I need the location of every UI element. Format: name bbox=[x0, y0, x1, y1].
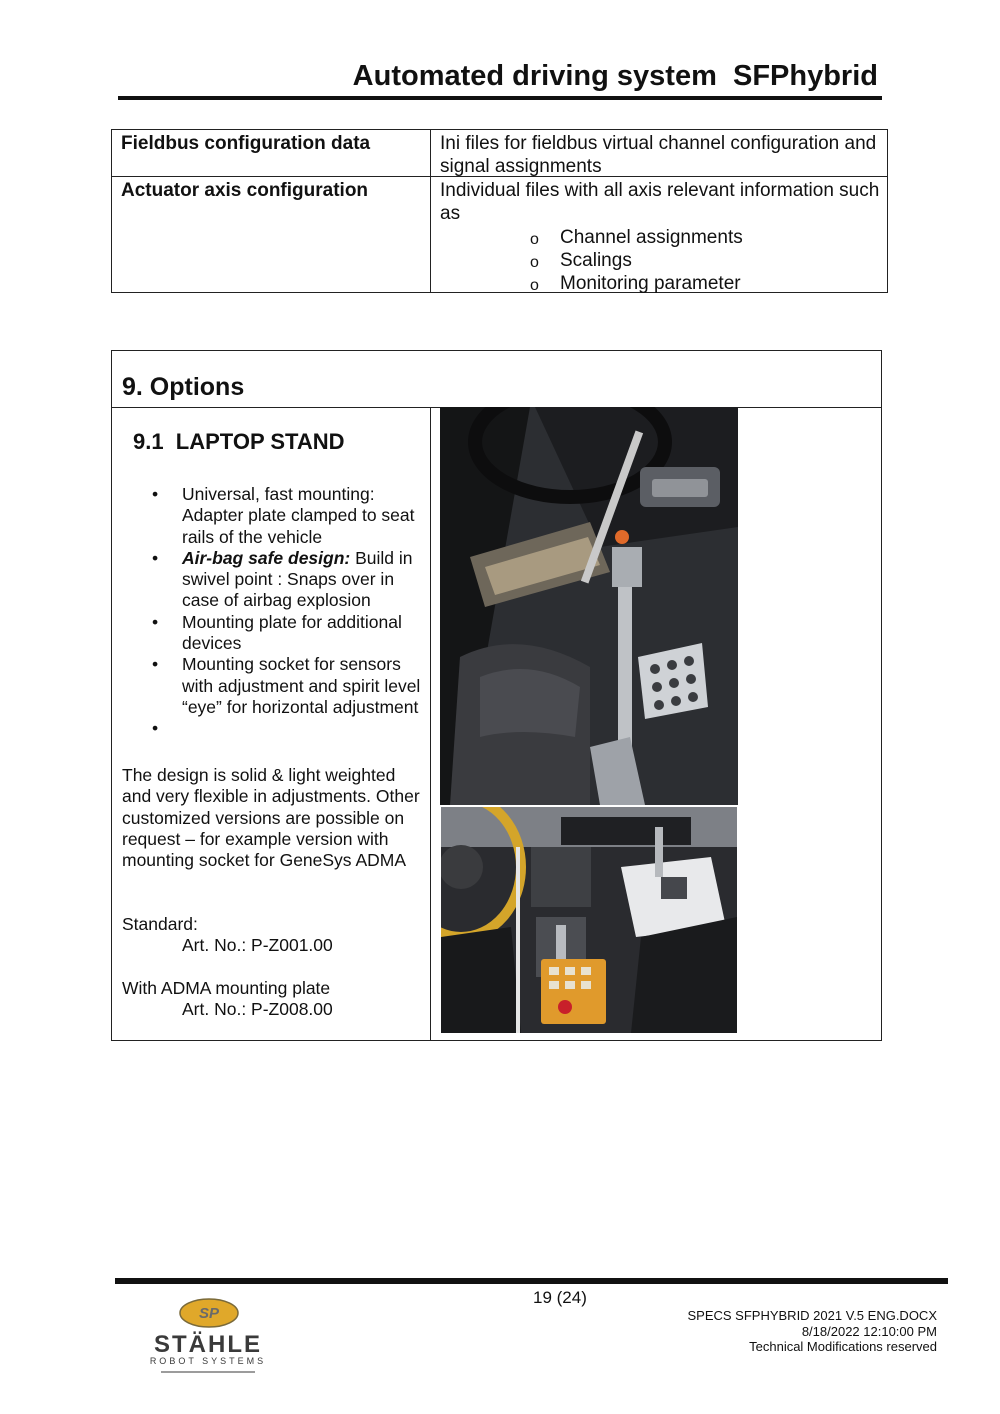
list-item: • Mounting socket for sensors with adjustment and spirit level “eye” for horizontal adjustment bbox=[152, 654, 421, 717]
circle-bullet: o bbox=[530, 254, 539, 271]
logo-tagline: ROBOT SYSTEMS bbox=[149, 1356, 267, 1366]
list-item: o Channel assignments bbox=[530, 226, 743, 249]
table-row-label: Actuator axis configuration bbox=[121, 180, 369, 201]
config-table bbox=[111, 129, 888, 293]
section-heading: 9. Options bbox=[122, 373, 245, 401]
circle-bullet: o bbox=[530, 231, 539, 248]
vehicle-interior-photo bbox=[441, 807, 737, 1033]
bullet: • bbox=[152, 718, 159, 739]
table-row-description: Individual files with all axis relevant information such as bbox=[440, 180, 880, 224]
axis-info-list bbox=[530, 226, 743, 295]
list-item: o Scalings bbox=[530, 249, 743, 272]
description-paragraph: The design is solid & light weighted and very flexible in adjustments. Other customized versions are possible on request – for example version with mounting socket for GeneSys ADMA bbox=[122, 765, 420, 871]
document-title: Automated driving system SFPhybrid bbox=[352, 60, 878, 92]
bullet: • bbox=[152, 654, 159, 675]
bullet: • bbox=[152, 611, 159, 632]
company-logo bbox=[135, 1298, 285, 1376]
page-number: 19 (24) bbox=[533, 1288, 587, 1307]
logo-name: STÄHLE bbox=[154, 1331, 262, 1358]
feature-list bbox=[122, 484, 422, 740]
logo-mark: SP bbox=[198, 1305, 220, 1322]
footer-datetime: 8/18/2022 12:10:00 PM bbox=[801, 1324, 937, 1339]
standard-article-number: Art. No.: P-Z001.00 bbox=[182, 935, 333, 955]
table-row-description: Ini files for fieldbus virtual channel configuration and signal assignments bbox=[440, 133, 877, 177]
table-row-label: Fieldbus configuration data bbox=[121, 133, 371, 154]
footer-filename: SPECS SFPHYBRID 2021 V.5 ENG.DOCX bbox=[687, 1308, 937, 1323]
bullet: • bbox=[152, 547, 159, 568]
footer-notice: Technical Modifications reserved bbox=[749, 1339, 937, 1354]
adma-label: With ADMA mounting plate bbox=[122, 978, 331, 998]
circle-bullet: o bbox=[530, 277, 539, 294]
laptop-stand-photo bbox=[440, 407, 738, 805]
list-item: • Universal, fast mounting: Adapter plate clamped to seat rails of the vehicle bbox=[152, 484, 415, 547]
subsection-heading: 9.1 LAPTOP STAND bbox=[133, 429, 345, 454]
adma-article-number: Art. No.: P-Z008.00 bbox=[182, 999, 333, 1019]
list-item: • Mounting plate for additional devices bbox=[152, 611, 402, 654]
table-divider-vertical bbox=[430, 130, 431, 292]
emphasis-text: Air-bag safe design: bbox=[182, 547, 351, 568]
list-item bbox=[122, 718, 422, 739]
bullet: • bbox=[152, 484, 159, 504]
standard-label: Standard: bbox=[122, 914, 198, 934]
list-item: o Monitoring parameter bbox=[530, 272, 743, 295]
header-rule bbox=[118, 96, 882, 100]
list-item: • Air-bag safe design: Build in swivel point : Snaps over in case of airbag explosion bbox=[152, 547, 413, 611]
footer-rule bbox=[115, 1278, 948, 1284]
options-section bbox=[111, 350, 882, 1041]
